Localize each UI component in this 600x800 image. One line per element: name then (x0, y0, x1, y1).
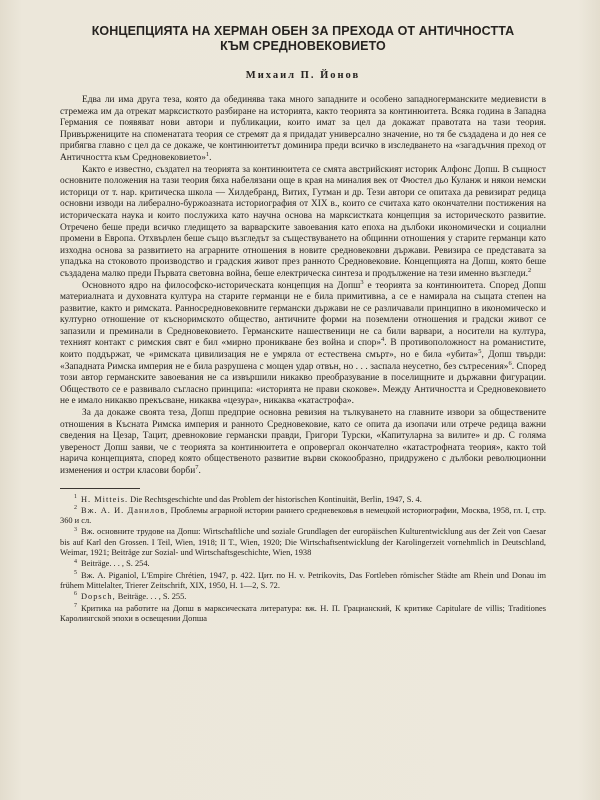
footnote-ref: 4 (381, 336, 385, 344)
footnote-mark: 3 (74, 526, 77, 533)
paragraph-2: Както е известно, създател на теорията за континюитета се смята австрийският историк Алфонс Допш. В същност основните положения на тази теория бяха набелязани още в края на миналия век от Фюстел дьо Куланж и някои немски историци от т. нар. критическа школа — Хилдебранд, Витих, Гутман и др. Тези автори се опитаха да ревизират редица основни изводи на либерално-буржоазната историография от XIX в., които се считаха като окончателни постижения на историческата наука и които послужиха като научна основа на марксистката концепция за историческото развитие. Отречено беше преди всичко гледището за варварските завоевания като епоха на дълбоки икономически и социални промени в Европа. Отхвърлен беше също възгледът за съществуването на общинни отношения у старите германци като изходна основа за развитието на аграрните отношения в новите средновековни държави. Ревизира се представата за упадъка на стоковото производство и градския живот през ранното Средновековие. Концепцията на Допш, която беше създадена малко преди Първата световна война, беше електрическа синтеза и продължение на тези именно възгледи.$^2$ (60, 164, 546, 279)
paragraph-3 (60, 278, 546, 409)
article-title (60, 24, 546, 54)
footnote-text: S. 254. (124, 559, 150, 569)
footnote-divider (60, 488, 140, 489)
footnotes (60, 495, 546, 625)
footnote-author: Вж. основните трудове на Допш: (81, 527, 201, 537)
article-body (60, 95, 546, 478)
footnote-mark: 2 (74, 505, 77, 512)
footnote-7 (60, 604, 546, 625)
footnote-ref: 1 (205, 150, 210, 158)
paragraph-text: За да докаже своята теза, Допш предприе основна ревизия на тълкуването на главните извори за обществените отношения в Късната Римска империя и ранното Средновековие, като се опита да изопачи или отрече редица важни сведения на Цезар, Тацит, древноковие германски правди, Григори Турски, «Капитуларна за вилите» и др. С голяма увереност Допш заяви, че с теорията за континюитета е опровергал окончателно «катастрофната теория», както той нарича концепцията, според която общественото развитие върви скокообразно, придружено с дълбоки революционни изменения и остри класови борби (60, 408, 546, 476)
footnote-author: Вж. А. И. Данилов, (81, 505, 169, 515)
footnote-mark: 6 (74, 591, 77, 598)
paragraph-1: Едва ли има друга теза, която да обединява така много западните и особено западногерманските медиевисти в стремежа им да отрекат марксисткото разбиране на историята, както теорията за континюитета. Всяка година в Западна Германия се появяват нови автори и публикации, които имат за цел да докажат правотата на тази теория. Привържениците на споменатата теория се стремят да я придадат универсално значение, но тя бе създадена и до нея се прибягва главно с цел да се докаже, че континюитетът доминира преди всичко в изследването на «загадъчния преход от Античността към Средновековието»$^1$. (60, 95, 546, 163)
footnote-author: Beiträge. . . , (81, 559, 125, 569)
footnote-ref: 5 (478, 347, 482, 355)
footnote-text: L'Empire Chrétien, 1947, p. 422. Цит. по H. v. Petrikovits, Das Fortleben römischer Städte am Rhein und Donau im frühem Mittelalter, Trierer Zeitschrift, XIX, 1950, H. 1—2, S. 72. (60, 570, 547, 590)
footnote-mark: 5 (74, 569, 77, 576)
title-line-1: КОНЦЕПЦИЯТА НА ХЕРМАН ОБЕН ЗА ПРЕХОДА ОТ АНТИЧНОСТТА (91, 24, 515, 38)
title-line-2: КЪМ СРЕДНОВЕКОВИЕТО (220, 39, 386, 53)
footnote-2 (60, 506, 546, 527)
footnote-text: Die Rechtsgeschichte und das Problem der historischen Kontinuität, Berlin, 1947, S. 4. (128, 494, 422, 504)
paragraph-4: За да докаже своята теза, Допш предприе основна ревизия на тълкуването на главните извори за обществените отношения в Късната Римска империя и ранното Средновековие, като се опита да изопачи или отрече редица важни сведения на Цезар, Тацит, древноковие германски правди, Григори Турски, «Капитуларна за вилите» и др. С голяма увереност Допш заяви, че с теорията за континюитета е опровергал окончателно «катастрофната теория», както той нарича концепцията, според която общественото развитие върви скокообразно, придружено с дълбоки революционни изменения и остри класови борби$^7$. (60, 408, 546, 476)
footnote-5 (60, 571, 546, 592)
footnote-author: Критика на работите на Допш в марксическата литература: (81, 603, 302, 613)
footnote-text: вж. Н. П. Грацианский, К критике Capitulare de villis; Traditiones Каролингской эпохи в освещении Допша (60, 603, 546, 623)
footnote-1 (60, 495, 546, 505)
paragraph-text: е теорията за континюитета. Според Допш материалната и духовната култура на старите германци не е била примитивна, а се е намирала на същата степен на развитие, както и римската. Раннoсредновековните германски държави не се различавали принципно в икономическо и културно отношение от късноримското общество, античните форми на поземлени отношения и градски живот се запазили и преминали в Средновековието. Германските нашественици не са били варвари, а носители на култура, техният контакт с римския свят е бил «мирно проникване без война и спор» (60, 280, 546, 349)
footnote-mark: 4 (74, 558, 77, 565)
footnote-ref: 3 (360, 278, 364, 286)
paragraph-text: , Допш твърди: «Западната Римска империя не е била разрушена с мощен удар отвън, но . . . заспала неусетно, без сътресения» (60, 350, 546, 372)
footnote-ref: 6 (508, 359, 512, 367)
footnote-text: Проблемы аграрной истории раннего средневековья в немецкой историографии, Москва, 1958, гл. I, стр. 360 и сл. (60, 505, 546, 526)
paragraph-text: Едва ли има друга теза, която да обединява така много западните и особено западногерманските медиевисти в стремежа им да отрекат марксисткото разбиране на историята, както теорията за континюитета. Всяка година в Западна Германия се появяват нови автори и публикации, които имат за цел да докажат правотата на тази теория. Привържениците на споменатата теория се стремят да я придадат универсално значение, но тя бе създадена и до нея се прибягва главно с цел да се докаже, че континюитетът доминира преди всичко в изследването на «загадъчния преход от Античността към Средновековието» (60, 95, 546, 163)
footnote-ref: 2 (527, 266, 532, 274)
footnote-author: H. Mitteis. (81, 494, 129, 504)
paragraph-text: Както е известно, създател на теорията за континюитета се смята австрийският историк Алфонс Допш. В същност основните положения на тази теория бяха набелязани още в края на миналия век от Фюстел дьо Куланж и някои немски историци от т. нар. критическа школа — Хилдебранд, Витих, Гутман и др. Тези автори се опитаха да ревизират редица основни изводи на либерално-буржоазната историография от XIX в., които се считаха като окончателни постижения на историческата наука и които послужиха като научна основа на марксистката концепция за историческото развитие. Отречено беше преди всичко гледището за варварските завоевания като епоха на дълбоки икономически и социални промени в Европа. Отхвърлен беше също възгледът за съществуването на общинни отношения у старите германци като изходна основа за развитието на аграрните отношения в новите средновековни държави. Ревизира се представата за упадъка на стоковото производство и градския живот през ранното Средновековие. Концепцията на Допш, която беше създадена малко преди Първата световна война, беше електрическа синтеза и продължение на тези именно възгледи (60, 164, 546, 279)
footnote-text: Wirtschaftliche und soziale Grundlagen der europäischen Kulturentwicklung aus der Zeit von Caesar bis auf Karl den Grossen. I Teil, Wien, 1918; II T., Wien, 1920; Die Wirtschaftsentwicklung der Karolingerzeit vornehmlich in Deutschland, Weimar, 1921; Beiträge zur Sozial- und Wirtschaftsgeschichte, Wien, 1938 (60, 527, 546, 558)
footnote-mark: 7 (74, 602, 77, 609)
footnote-author: Dopsch, (81, 592, 116, 602)
paragraph-text: . В противоположност на романистите, които поддържат, че «римската цивилизация не е умряла от естествена смърт», но е била «убита» (60, 338, 546, 361)
footnote-mark: 1 (74, 493, 77, 500)
paragraph-text: Основното ядро на философско-историческата концепция на Допш (82, 280, 361, 291)
footnote-ref: 7 (195, 463, 199, 471)
footnote-text: Beiträge. . . , S. 255. (115, 592, 187, 602)
author-name: Михаил П. Йонов (245, 70, 361, 81)
footnote-author: Вж. A. Piganiol, (81, 570, 139, 580)
paragraph-text: . Според този автор германските завоевания не са извършили никакво преобразувание в поселищните и държавни фигурации. Обществото се е развивало съгласно принципа: «историята не прави скокове». Между Античността и Средновековието не е имало никакво прекъсване, никаква «цезура», никаква «катастрофа». (60, 361, 546, 407)
footnote-4 (60, 559, 546, 569)
footnote-3 (60, 527, 546, 558)
footnote-6 (60, 592, 546, 602)
